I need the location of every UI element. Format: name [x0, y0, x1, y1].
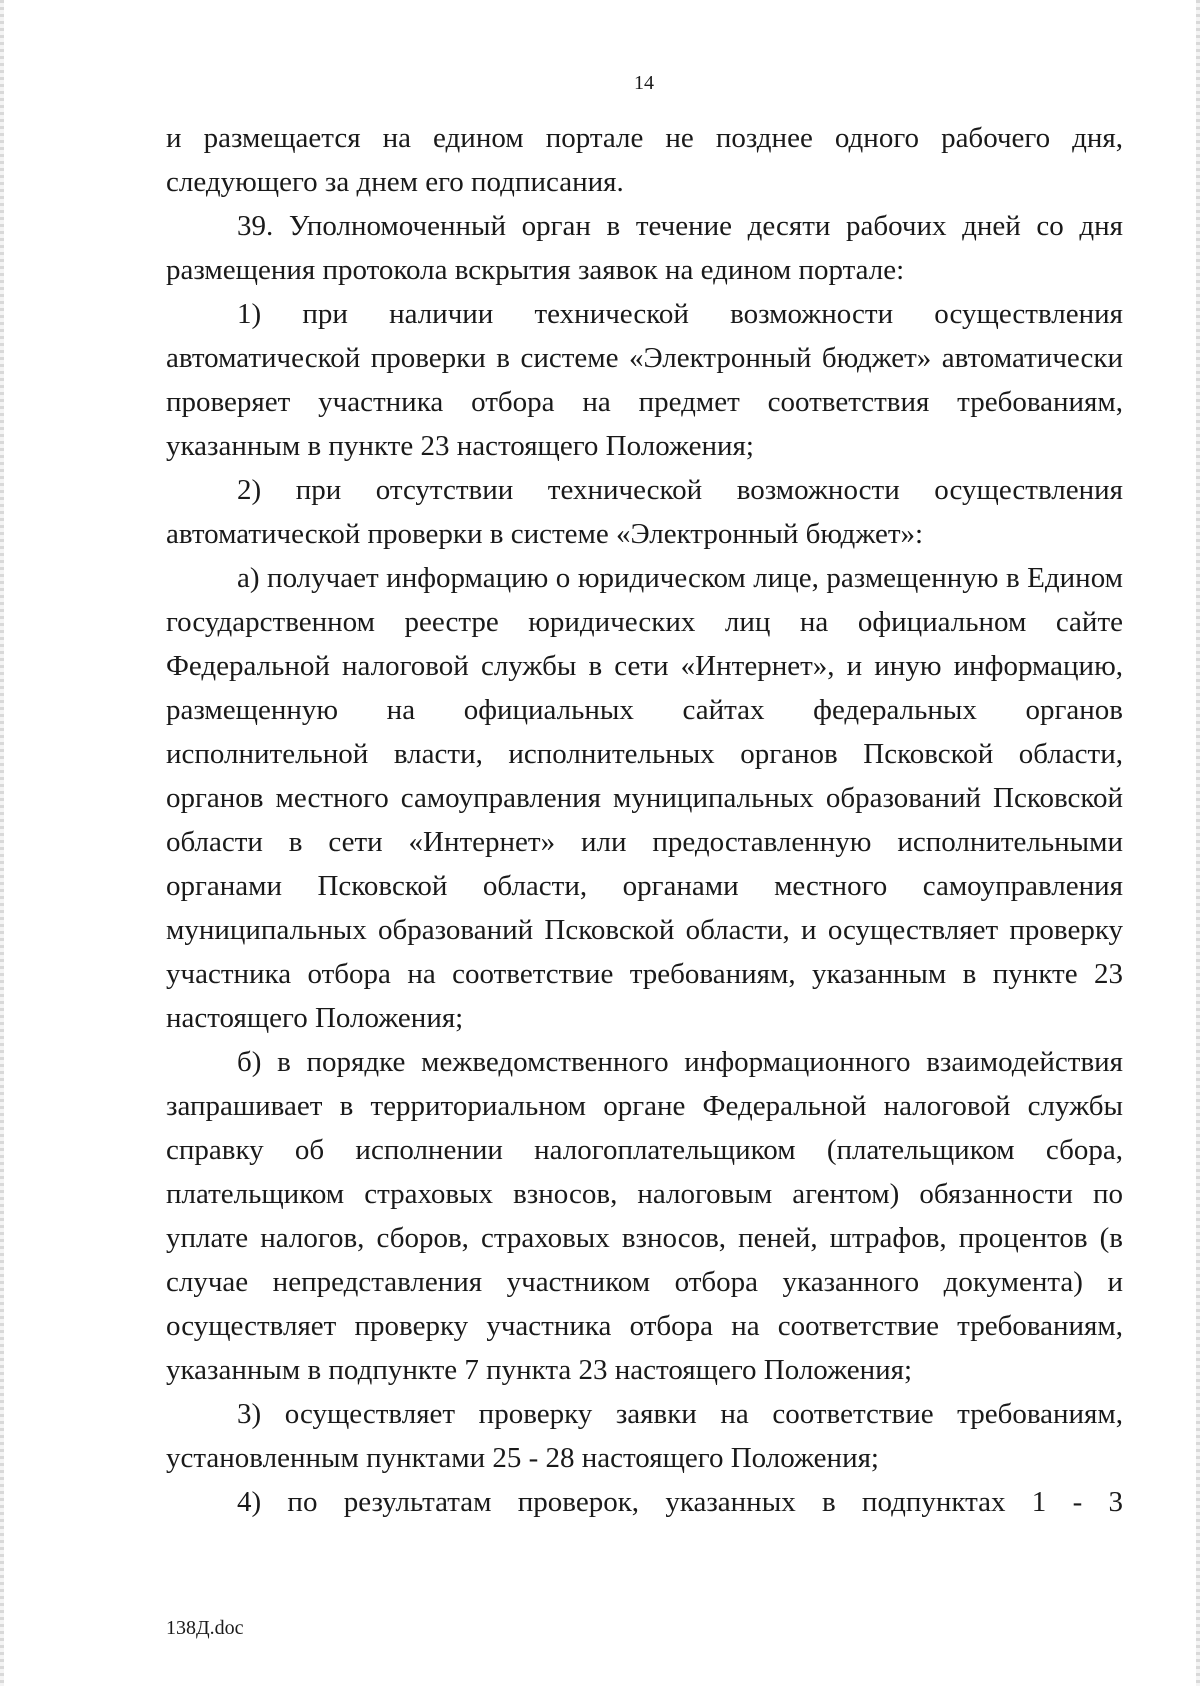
paragraph-subitem-2b: б) в порядке межведомственного информационного взаимодействия запрашивает в территориальном органе Федеральной налоговой службы справку об исполнении налогоплательщиком (плательщиком сбора, плательщиком страховых взносов, налоговым агентом) обязанности по уплате налогов, сборов, страховых взносов, пеней, штрафов, процентов (в случае непредставления участником отбора указанного документа) и осуществляет проверку участника отбора на соответствие требованиям, указанным в подпункте 7 пункта 23 настоящего Положения; — [166, 1046, 1123, 1386]
paragraph-subitem-2a: а) получает информацию о юридическом лице, размещенную в Едином государственном реестре юридических лиц на официальном сайте Федеральной налоговой службы в сети «Интернет», и иную информацию, размещенную на официальных сайтах федеральных органов исполнительной власти, исполнительных органов Псковской области, органов местного самоуправления муниципальных образований Псковской области в сети «Интернет» или предоставленную исполнительными органами Псковской области, органами местного самоуправления муниципальных образований Псковской области, и осуществляет проверку участника отбора на соответствие требованиям, указанным в пункте 23 настоящего Положения; — [166, 562, 1123, 1034]
page-number: 14 — [634, 72, 654, 94]
paragraph-item-39: 39. Уполномоченный орган в течение десяти рабочих дней со дня размещения протокола вскрытия заявок на едином портале: — [166, 210, 1123, 286]
paragraph-subitem-2: 2) при отсутствии технической возможности осуществления автоматической проверки в системе «Электронный бюджет»: — [166, 474, 1123, 550]
paragraph-subitem-3: 3) осуществляет проверку заявки на соответствие требованиям, установленным пунктами 25 - 28 настоящего Положения; — [166, 1398, 1123, 1474]
document-filename: 138Д.doc — [166, 1617, 244, 1639]
paragraph-subitem-4: 4) по результатам проверок, указанных в подпунктах 1 - 3 — [237, 1486, 1123, 1518]
document-body — [166, 116, 1123, 1524]
paragraph-continuation: и размещается на едином портале не позднее одного рабочего дня, следующего за днем его подписания. — [166, 122, 1123, 198]
scan-edge-left — [0, 0, 4, 1686]
paragraph-subitem-1: 1) при наличии технической возможности осуществления автоматической проверки в системе «Электронный бюджет» автоматически проверяет участника отбора на предмет соответствия требованиям, указанным в пункте 23 настоящего Положения; — [166, 298, 1123, 462]
scan-edge-right — [1196, 0, 1200, 1686]
